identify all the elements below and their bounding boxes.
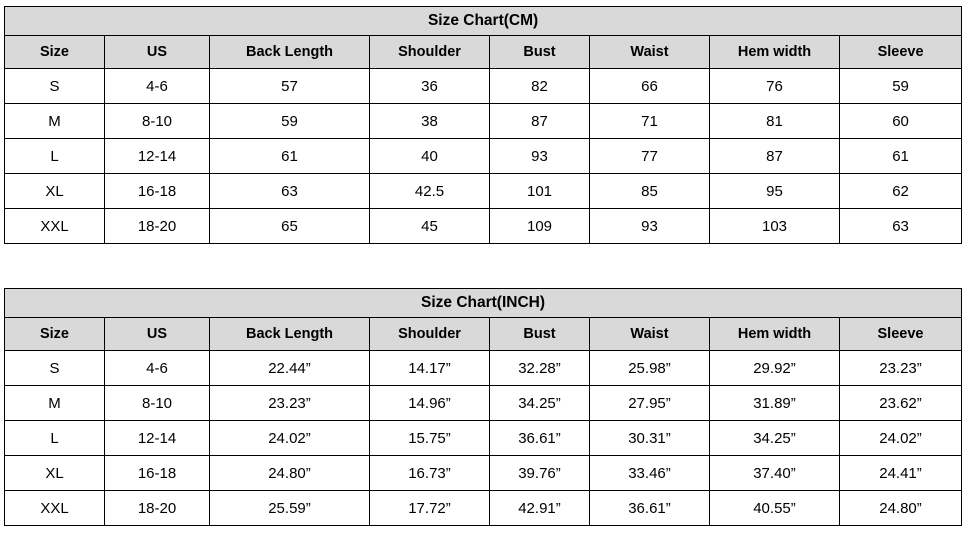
- table-cell: 24.02”: [210, 421, 370, 456]
- table-row: [5, 104, 962, 139]
- column-header: Shoulder: [370, 36, 490, 69]
- table-cell: 17.72”: [370, 491, 490, 526]
- table-cell: 59: [210, 104, 370, 139]
- column-header: Hem width: [710, 36, 840, 69]
- table-cell: XL: [5, 174, 105, 209]
- table-cell: S: [5, 69, 105, 104]
- table-cell: 23.23”: [840, 351, 962, 386]
- table-cell: 14.17”: [370, 351, 490, 386]
- table-header-row: [5, 36, 962, 69]
- column-header: Hem width: [710, 318, 840, 351]
- table-cell: 15.75”: [370, 421, 490, 456]
- table-cell: 18-20: [105, 209, 210, 244]
- table-title-row: [5, 289, 962, 318]
- table-cell: 23.23”: [210, 386, 370, 421]
- table-cell: 22.44”: [210, 351, 370, 386]
- table-cell: 39.76”: [490, 456, 590, 491]
- table-cell: 36: [370, 69, 490, 104]
- column-header: Size: [5, 36, 105, 69]
- table-cell: 38: [370, 104, 490, 139]
- table-cell: 8-10: [105, 386, 210, 421]
- table-row: [5, 386, 962, 421]
- table-cell: 37.40”: [710, 456, 840, 491]
- table-cell: 81: [710, 104, 840, 139]
- table-cell: 33.46”: [590, 456, 710, 491]
- table-cell: 109: [490, 209, 590, 244]
- table-cell: L: [5, 139, 105, 174]
- column-header: Waist: [590, 318, 710, 351]
- table-row: [5, 69, 962, 104]
- column-header: US: [105, 36, 210, 69]
- table-cell: 4-6: [105, 351, 210, 386]
- column-header: Bust: [490, 318, 590, 351]
- table-cell: 24.80”: [840, 491, 962, 526]
- table-cell: 30.31”: [590, 421, 710, 456]
- table-cell: 31.89”: [710, 386, 840, 421]
- column-header: Bust: [490, 36, 590, 69]
- table-cell: 12-14: [105, 421, 210, 456]
- table-cell: XXL: [5, 209, 105, 244]
- table-cell: 24.41”: [840, 456, 962, 491]
- table-title-row: [5, 7, 962, 36]
- table-cell: 16-18: [105, 174, 210, 209]
- table-cell: 24.80”: [210, 456, 370, 491]
- table-cell: M: [5, 104, 105, 139]
- table-title: Size Chart(INCH): [5, 289, 962, 318]
- table-cell: 71: [590, 104, 710, 139]
- table-cell: 63: [840, 209, 962, 244]
- column-header: Back Length: [210, 36, 370, 69]
- table-cell: 66: [590, 69, 710, 104]
- table-cell: 77: [590, 139, 710, 174]
- table-cell: 4-6: [105, 69, 210, 104]
- table-cell: 24.02”: [840, 421, 962, 456]
- column-header: Waist: [590, 36, 710, 69]
- table-cell: 32.28”: [490, 351, 590, 386]
- table-cell: 36.61”: [590, 491, 710, 526]
- table-cell: S: [5, 351, 105, 386]
- table-cell: 14.96”: [370, 386, 490, 421]
- table-cell: 25.98”: [590, 351, 710, 386]
- table-cell: M: [5, 386, 105, 421]
- column-header: Sleeve: [840, 318, 962, 351]
- table-header-row: [5, 318, 962, 351]
- table-row: [5, 491, 962, 526]
- table-cell: 61: [840, 139, 962, 174]
- column-header: Size: [5, 318, 105, 351]
- table-row: [5, 139, 962, 174]
- table-cell: 34.25”: [490, 386, 590, 421]
- size-chart-inch-table: [4, 288, 962, 526]
- table-spacer: [4, 244, 961, 288]
- table-cell: 87: [710, 139, 840, 174]
- table-cell: 45: [370, 209, 490, 244]
- table-row: [5, 456, 962, 491]
- table-cell: 93: [590, 209, 710, 244]
- table-cell: 40.55”: [710, 491, 840, 526]
- table-row: [5, 209, 962, 244]
- table-cell: 34.25”: [710, 421, 840, 456]
- table-cell: 103: [710, 209, 840, 244]
- table-cell: 95: [710, 174, 840, 209]
- table-cell: 101: [490, 174, 590, 209]
- table-title: Size Chart(CM): [5, 7, 962, 36]
- table-cell: 93: [490, 139, 590, 174]
- table-cell: L: [5, 421, 105, 456]
- column-header: US: [105, 318, 210, 351]
- column-header: Back Length: [210, 318, 370, 351]
- table-row: [5, 174, 962, 209]
- table-cell: 87: [490, 104, 590, 139]
- table-cell: 59: [840, 69, 962, 104]
- table-cell: 65: [210, 209, 370, 244]
- table-cell: 42.91”: [490, 491, 590, 526]
- column-header: Sleeve: [840, 36, 962, 69]
- table-row: [5, 351, 962, 386]
- table-cell: 8-10: [105, 104, 210, 139]
- table-cell: 25.59”: [210, 491, 370, 526]
- table-cell: 23.62”: [840, 386, 962, 421]
- table-cell: 82: [490, 69, 590, 104]
- size-chart-cm-table: [4, 6, 962, 244]
- table-cell: 76: [710, 69, 840, 104]
- table-cell: 63: [210, 174, 370, 209]
- table-cell: 42.5: [370, 174, 490, 209]
- table-cell: 18-20: [105, 491, 210, 526]
- table-cell: 40: [370, 139, 490, 174]
- table-cell: 12-14: [105, 139, 210, 174]
- table-row: [5, 421, 962, 456]
- table-cell: 62: [840, 174, 962, 209]
- table-cell: 29.92”: [710, 351, 840, 386]
- table-cell: 85: [590, 174, 710, 209]
- table-cell: 16-18: [105, 456, 210, 491]
- table-cell: 60: [840, 104, 962, 139]
- column-header: Shoulder: [370, 318, 490, 351]
- table-cell: XL: [5, 456, 105, 491]
- table-cell: 61: [210, 139, 370, 174]
- table-cell: XXL: [5, 491, 105, 526]
- table-cell: 27.95”: [590, 386, 710, 421]
- table-cell: 16.73”: [370, 456, 490, 491]
- table-cell: 57: [210, 69, 370, 104]
- table-cell: 36.61”: [490, 421, 590, 456]
